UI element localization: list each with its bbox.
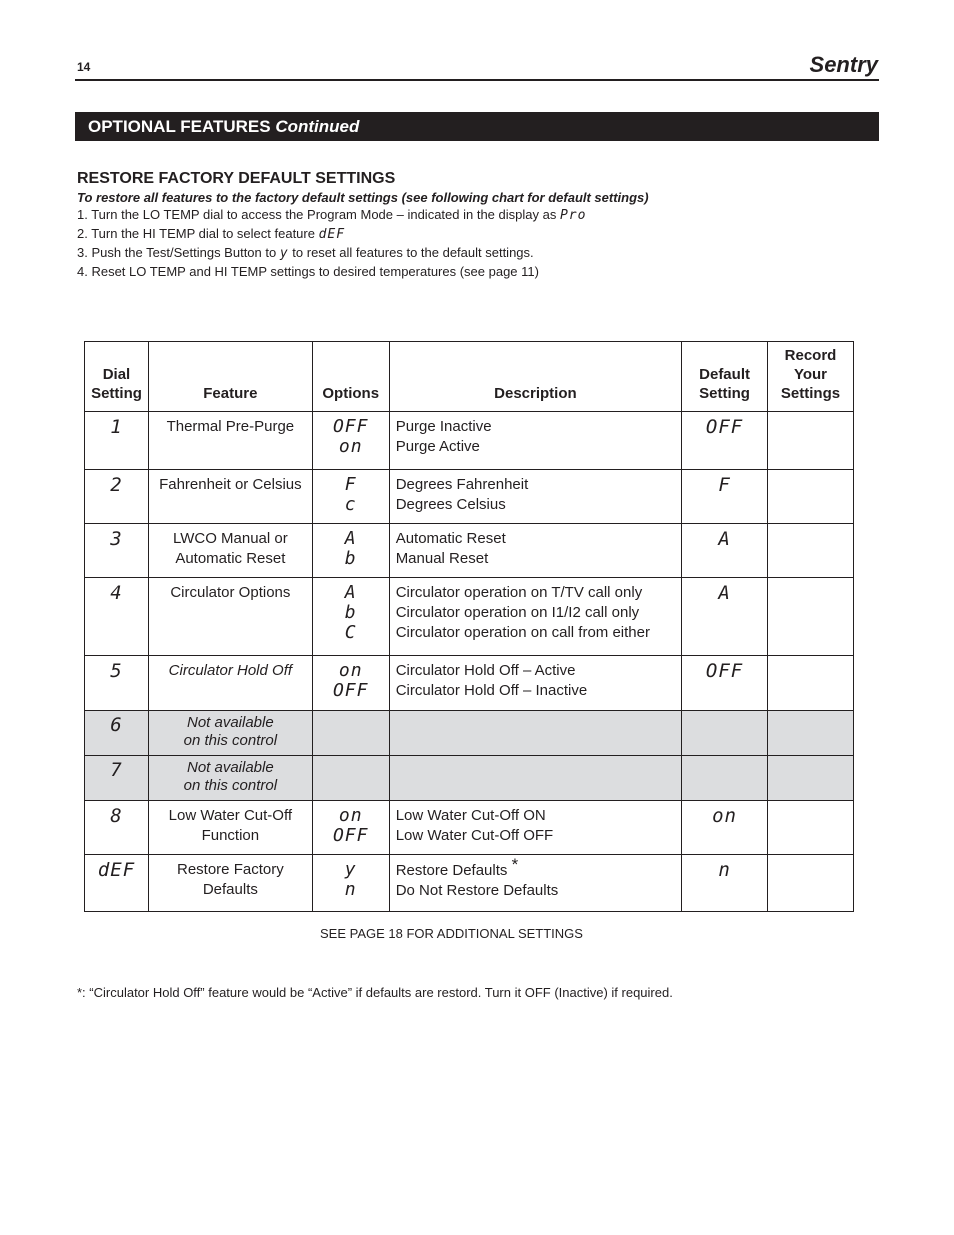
options-cell: on OFF xyxy=(312,801,389,855)
table-row xyxy=(85,470,854,524)
record-setting-cell xyxy=(768,756,854,801)
feature-name: Not available on this control xyxy=(148,711,312,756)
table-row xyxy=(85,801,854,855)
table-row-unavailable xyxy=(85,711,854,756)
section-banner xyxy=(75,112,879,141)
table-row xyxy=(85,578,854,656)
record-setting-cell[interactable] xyxy=(768,855,854,912)
record-setting-cell[interactable] xyxy=(768,801,854,855)
see-page-note: SEE PAGE 18 FOR ADDITIONAL SETTINGS xyxy=(320,926,583,941)
section-subtitle: To restore all features to the factory default settings (see following chart for default settings) xyxy=(77,190,649,205)
display-code: dEF xyxy=(318,227,346,242)
table-row xyxy=(85,656,854,711)
page-number: 14 xyxy=(77,60,91,74)
feature-name: Circulator Hold Off xyxy=(148,656,312,711)
default-setting: F xyxy=(682,470,768,524)
options-cell: y n xyxy=(312,855,389,912)
description-cell xyxy=(389,756,681,801)
feature-name: Restore Factory Defaults xyxy=(148,855,312,912)
dial-setting: 5 xyxy=(85,656,149,711)
description-cell: Automatic Reset Manual Reset xyxy=(389,524,681,578)
feature-name: Low Water Cut-Off Function xyxy=(148,801,312,855)
header-record-settings: Record Your Settings xyxy=(768,342,854,412)
banner-continued: Continued xyxy=(275,117,360,136)
options-cell xyxy=(312,711,389,756)
description-cell: Low Water Cut-Off ON Low Water Cut-Off OFF xyxy=(389,801,681,855)
options-cell: A b xyxy=(312,524,389,578)
options-cell: on OFF xyxy=(312,656,389,711)
description-cell: Restore Defaults * Do Not Restore Defaults xyxy=(389,855,681,912)
description-cell: Purge Inactive Purge Active xyxy=(389,412,681,470)
dial-setting: 4 xyxy=(85,578,149,656)
description-cell: Circulator Hold Off – Active Circulator Hold Off – Inactive xyxy=(389,656,681,711)
feature-name: Circulator Options xyxy=(148,578,312,656)
default-setting: n xyxy=(682,855,768,912)
dial-setting: 1 xyxy=(85,412,149,470)
settings-table xyxy=(84,341,854,912)
record-setting-cell xyxy=(768,711,854,756)
feature-name: Not available on this control xyxy=(148,756,312,801)
table-row xyxy=(85,412,854,470)
step-item: 1. Turn the LO TEMP dial to access the Program Mode – indicated in the display as Pro xyxy=(77,207,587,223)
record-setting-cell[interactable] xyxy=(768,524,854,578)
display-code: Pro xyxy=(559,208,587,223)
dial-setting: 8 xyxy=(85,801,149,855)
options-cell: F c xyxy=(312,470,389,524)
step-item: 4. Reset LO TEMP and HI TEMP settings to desired temperatures (see page 11) xyxy=(77,264,539,279)
header-description: Description xyxy=(389,342,681,412)
record-setting-cell[interactable] xyxy=(768,656,854,711)
options-cell xyxy=(312,756,389,801)
description-cell: Circulator operation on T/TV call only Circulator operation on I1/I2 call only Circulator operation on call from either xyxy=(389,578,681,656)
section-title: RESTORE FACTORY DEFAULT SETTINGS xyxy=(77,170,396,187)
header-options: Options xyxy=(312,342,389,412)
options-cell: OFF on xyxy=(312,412,389,470)
instruction-steps xyxy=(77,206,586,281)
default-setting xyxy=(682,756,768,801)
display-code: y xyxy=(279,246,289,261)
record-setting-cell[interactable] xyxy=(768,470,854,524)
description-cell xyxy=(389,711,681,756)
options-cell: A b C xyxy=(312,578,389,656)
header-default-setting: Default Setting xyxy=(682,342,768,412)
dial-setting: dEF xyxy=(85,855,149,912)
dial-setting: 2 xyxy=(85,470,149,524)
feature-name: Thermal Pre-Purge xyxy=(148,412,312,470)
footnote: *: “Circulator Hold Off” feature would be “Active” if defaults are restord. Turn it OFF (Inactive) if required. xyxy=(77,985,673,1000)
table-row xyxy=(85,524,854,578)
dial-setting: 3 xyxy=(85,524,149,578)
table-row xyxy=(85,855,854,912)
step-item: 3. Push the Test/Settings Button to y to reset all features to the default settings. xyxy=(77,245,534,261)
table-row-unavailable xyxy=(85,756,854,801)
dial-setting: 7 xyxy=(85,756,149,801)
header-rule xyxy=(75,79,879,81)
default-setting: OFF xyxy=(682,412,768,470)
default-setting: OFF xyxy=(682,656,768,711)
footnote-marker: * xyxy=(511,855,519,874)
default-setting: on xyxy=(682,801,768,855)
default-setting xyxy=(682,711,768,756)
brand-logo: Sentry xyxy=(809,52,878,77)
description-cell: Degrees Fahrenheit Degrees Celsius xyxy=(389,470,681,524)
default-setting: A xyxy=(682,578,768,656)
header-dial-setting: Dial Setting xyxy=(85,342,149,412)
dial-setting: 6 xyxy=(85,711,149,756)
record-setting-cell[interactable] xyxy=(768,412,854,470)
table-header-row xyxy=(85,342,854,412)
banner-title: OPTIONAL FEATURES xyxy=(88,117,271,136)
feature-name: Fahrenheit or Celsius xyxy=(148,470,312,524)
header-feature: Feature xyxy=(148,342,312,412)
step-item: 2. Turn the HI TEMP dial to select feature dEF xyxy=(77,226,346,242)
feature-name: LWCO Manual or Automatic Reset xyxy=(148,524,312,578)
record-setting-cell[interactable] xyxy=(768,578,854,656)
default-setting: A xyxy=(682,524,768,578)
